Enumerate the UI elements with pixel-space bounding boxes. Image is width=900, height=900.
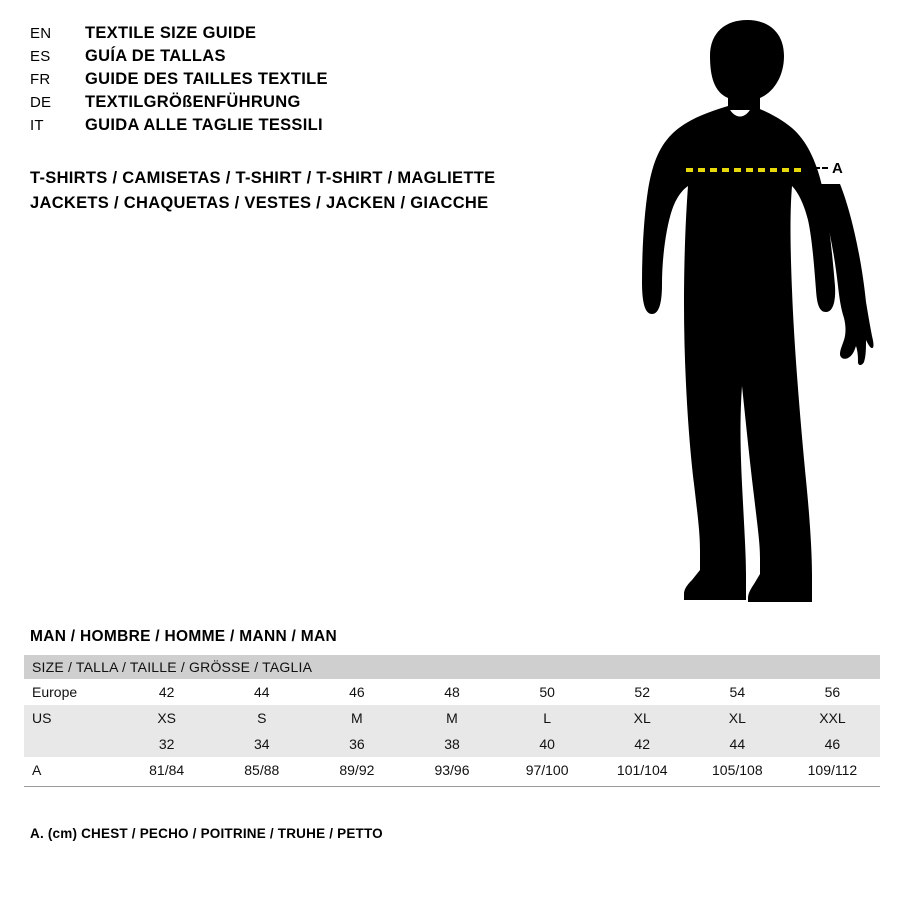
language-code-it: IT [30, 117, 44, 134]
language-row-en [30, 22, 590, 45]
cell-us-6: XL [595, 705, 690, 731]
cell-europe-6: 52 [595, 679, 690, 705]
cell-europe-1: 42 [119, 679, 214, 705]
language-code-de: DE [30, 94, 52, 111]
silhouette-body [642, 20, 874, 602]
cell-chest-6: 101/104 [595, 757, 690, 783]
language-text-it: GUIDA ALLE TAGLIE TESSILI [85, 116, 323, 134]
language-text-es: GUÍA DE TALLAS [85, 47, 226, 65]
row-label-us-numeric [24, 731, 119, 757]
language-row-it [30, 114, 590, 137]
silhouette-svg [600, 14, 900, 614]
cell-europe-5: 50 [500, 679, 595, 705]
cell-europe-2: 44 [214, 679, 309, 705]
table-bottom-rule [24, 786, 880, 787]
cell-us-4: M [404, 705, 499, 731]
section-heading-man: MAN / HOMBRE / HOMME / MANN / MAN [30, 628, 337, 645]
row-label-europe: Europe [24, 679, 119, 705]
measure-leader-line [806, 167, 828, 169]
language-text-en: TEXTILE SIZE GUIDE [85, 24, 257, 42]
cell-chest-7: 105/108 [690, 757, 785, 783]
garment-line-tshirts: T-SHIRTS / CAMISETAS / T-SHIRT / T-SHIRT / MAGLIETTE [30, 169, 496, 187]
language-text-fr: GUIDE DES TAILLES TEXTILE [85, 70, 328, 88]
language-title-block [30, 22, 590, 137]
language-code-en: EN [30, 25, 52, 42]
cell-usnum-4: 38 [404, 731, 499, 757]
row-label-us: US [24, 705, 119, 731]
cell-europe-7: 54 [690, 679, 785, 705]
garment-category-block [30, 166, 495, 216]
cell-chest-4: 93/96 [404, 757, 499, 783]
cell-chest-2: 85/88 [214, 757, 309, 783]
cell-usnum-8: 46 [785, 731, 880, 757]
footnote-chest: A. (cm) CHEST / PECHO / POITRINE / TRUHE / PETTO [30, 826, 383, 841]
cell-usnum-6: 42 [595, 731, 690, 757]
garment-line-jackets: JACKETS / CHAQUETAS / VESTES / JACKEN / GIACCHE [30, 194, 489, 212]
table-header-label: SIZE / TALLA / TAILLE / GRÖSSE / TAGLIA [24, 655, 880, 679]
language-row-es [30, 45, 590, 68]
cell-us-1: XS [119, 705, 214, 731]
language-row-de [30, 91, 590, 114]
language-row-fr [30, 68, 590, 91]
cell-us-2: S [214, 705, 309, 731]
language-text-de: TEXTILGRÖßENFÜHRUNG [85, 93, 301, 111]
cell-chest-1: 81/84 [119, 757, 214, 783]
male-silhouette-figure [600, 14, 900, 614]
language-code-es: ES [30, 48, 51, 65]
cell-us-7: XL [690, 705, 785, 731]
cell-us-8: XXL [785, 705, 880, 731]
cell-usnum-7: 44 [690, 731, 785, 757]
cell-usnum-2: 34 [214, 731, 309, 757]
cell-us-3: M [309, 705, 404, 731]
row-label-a: A [24, 757, 119, 783]
cell-us-5: L [500, 705, 595, 731]
language-code-fr: FR [30, 71, 51, 88]
cell-usnum-5: 40 [500, 731, 595, 757]
cell-usnum-3: 36 [309, 731, 404, 757]
cell-europe-8: 56 [785, 679, 880, 705]
cell-chest-5: 97/100 [500, 757, 595, 783]
cell-usnum-1: 32 [119, 731, 214, 757]
cell-chest-3: 89/92 [309, 757, 404, 783]
measure-label-a: A [832, 160, 844, 177]
table-row [24, 679, 880, 705]
cell-europe-4: 48 [404, 679, 499, 705]
table-header-row [24, 655, 880, 679]
size-table [24, 655, 880, 783]
table-row [24, 705, 880, 731]
table-row [24, 731, 880, 757]
table-row [24, 757, 880, 783]
cell-chest-8: 109/112 [785, 757, 880, 783]
cell-europe-3: 46 [309, 679, 404, 705]
